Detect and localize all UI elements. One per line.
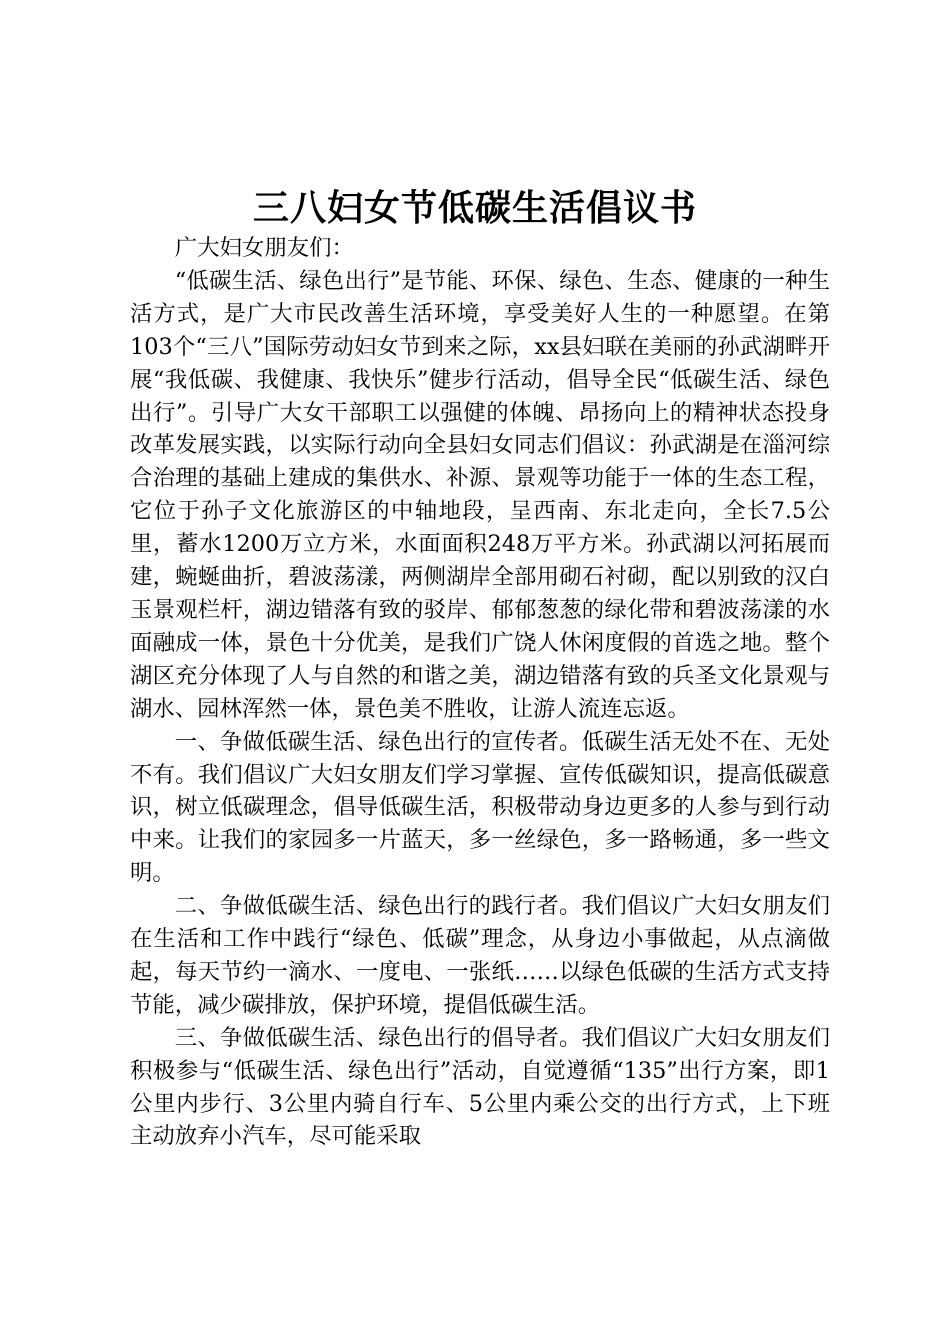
salutation: 广大妇女朋友们： bbox=[174, 235, 354, 261]
document-body bbox=[130, 232, 830, 1153]
paragraph-2: 一、争做低碳生活、绿色出行的宣传者。低碳生活无处不在、无处不有。我们倡议广大妇女朋友们学习掌握、宣传低碳知识，提高低碳意识，树立低碳理念，倡导低碳生活，积极带动身边更多的人参与到行动中来。让我们的家园多一片蓝天，多一丝绿色，多一路畅通，多一些文明。 bbox=[130, 728, 830, 887]
paragraph-1: “低碳生活、绿色出行”是节能、环保、绿色、生态、健康的一种生活方式，是广大市民改善生活环境，享受美好人生的一种愿望。在第103个“三八”国际劳动妇女节到来之际，xx县妇联在美丽的孙武湖畔开展“我低碳、我健康、我快乐”健步行活动，倡导全民“低碳生活、绿色出行”。引导广大女干部职工以强健的体魄、昂扬向上的精神状态投身改革发展实践，以实际行动向全县妇女同志们倡议：孙武湖是在淄河综合治理的基础上建成的集供水、补源、景观等功能于一体的生态工程，它位于孙子文化旅游区的中轴地段，呈西南、东北走向，全长7.5公里，蓄水1200万立方米，水面面积248万平方米。孙武湖以河拓展而建，蜿蜒曲折，碧波荡漾，两侧湖岸全部用砌石衬砌，配以别致的汉白玉景观栏杆，湖边错落有致的驳岸、郁郁葱葱的绿化带和碧波荡漾的水面融成一体，景色十分优美，是我们广饶人休闲度假的首选之地。整个湖区充分体现了人与自然的和谐之美，湖边错落有致的兵圣文化景观与湖水、园林浑然一体，景色美不胜收，让游人流连忘返。 bbox=[130, 267, 830, 722]
paragraph-3: 二、争做低碳生活、绿色出行的践行者。我们倡议广大妇女朋友们在生活和工作中践行“绿色、低碳”理念，从身边小事做起，从点滴做起，每天节约一滴水、一度电、一张纸……以绿色低碳的生活方式支持节能，减少碳排放，保护环境，提倡低碳生活。 bbox=[130, 893, 830, 1018]
document-title: 三八妇女节低碳生活倡议书 bbox=[252, 187, 697, 229]
paragraph-4: 三、争做低碳生活、绿色出行的倡导者。我们倡议广大妇女朋友们积极参与“低碳生活、绿色出行”活动，自觉遵循“135”出行方案，即1公里内步行、3公里内骑自行车、5公里内乘公交的出行方式，上下班主动放弃小汽车，尽可能采取 bbox=[130, 1024, 830, 1150]
